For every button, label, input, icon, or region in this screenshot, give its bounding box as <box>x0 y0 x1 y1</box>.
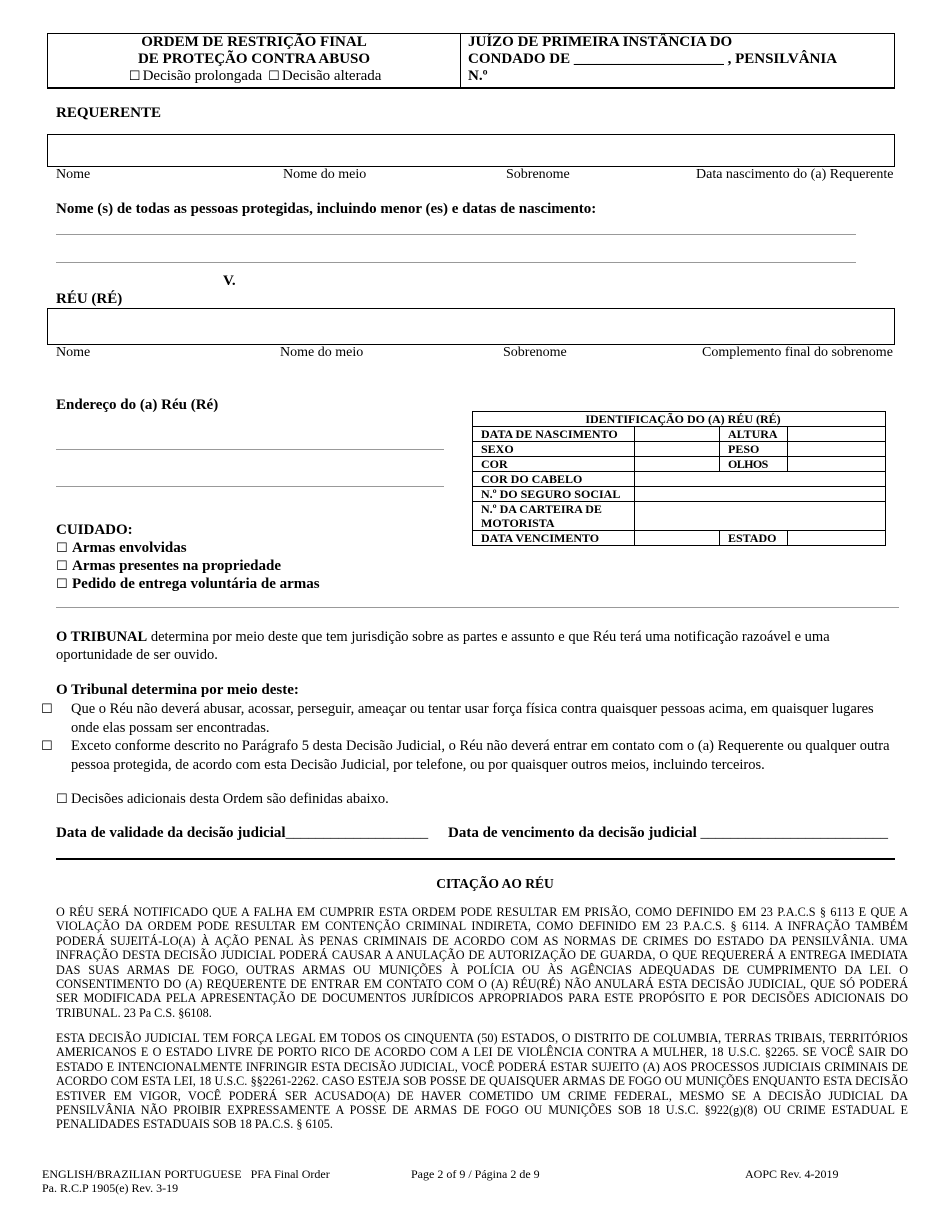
checkbox-alterada[interactable]: ☐ <box>268 69 280 84</box>
license-label <box>473 502 635 531</box>
caution-heading: CUIDADO: <box>56 522 133 538</box>
order-item-3 <box>56 790 886 809</box>
notice-heading: CITAÇÃO AO RÉU <box>436 876 554 891</box>
court-finding-text: determina por meio deste que tem jurisdição sobre as partes e assunto e que Réu terá uma notificação razoável e uma oportunidade de ser ouvido. <box>56 629 830 663</box>
checkbox-order-1[interactable]: ☐ <box>41 702 53 717</box>
effective-date <box>56 825 428 842</box>
defendant-first-name-label: Nome <box>56 345 91 360</box>
expiration-date <box>448 825 888 842</box>
header-bottom-rule <box>47 87 895 89</box>
order-title-1: ORDEM DE RESTRIÇÃO FINAL <box>141 34 367 50</box>
hair-field[interactable] <box>635 472 886 487</box>
order-item-text: Decisões adicionais desta Ordem são definidas abaixo. <box>71 791 389 807</box>
order-item-1 <box>41 700 901 737</box>
race-field[interactable] <box>635 457 720 472</box>
weight-field[interactable] <box>788 442 886 457</box>
defendant-last-name-label: Sobrenome <box>503 345 567 360</box>
ssn-label: N.º DO SEGURO SOCIAL <box>473 487 635 502</box>
section-divider <box>56 607 899 608</box>
checkbox-order-2[interactable]: ☐ <box>41 739 53 754</box>
license-label-2: MOTORISTA <box>481 516 555 530</box>
dob-field[interactable] <box>635 427 720 442</box>
court-finding-lead: O TRIBUNAL <box>56 629 148 645</box>
caution-item-label: Pedido de entrega voluntária de armas <box>72 576 320 592</box>
defendant-middle-name-label: Nome do meio <box>280 345 364 360</box>
option-prolongada-label: Decisão prolongada <box>142 68 263 84</box>
order-item-text: Exceto conforme descrito no Parágrafo 5 desta Decisão Judicial, o Réu não deverá entrar em contato com o (a) Requerente ou qualquer outra pessoa protegida, de acordo com esta Decisão Judicial, por telefone, ou por quaisquer outros meios, incluindo terceiros. <box>71 738 890 773</box>
footer-left <box>42 1167 330 1195</box>
footer-form-name: PFA Final Order <box>250 1167 330 1181</box>
race-label: COR <box>473 457 635 472</box>
effective-date-field[interactable]: ___________________ <box>285 825 429 841</box>
plaintiff-last-name-label: Sobrenome <box>506 167 570 182</box>
defendant-identification-table <box>472 411 886 546</box>
defendant-address-heading: Endereço do (a) Réu (Ré) <box>56 397 219 413</box>
caution-item-weapons-present <box>56 558 281 575</box>
header-divider <box>460 33 461 87</box>
order-item-2 <box>41 737 901 774</box>
eyes-label: OLHOS <box>720 457 788 472</box>
eyes-field[interactable] <box>788 457 886 472</box>
expiration-date-label: Data de vencimento da decisão judicial <box>448 825 697 841</box>
checkbox-voluntary-surrender[interactable]: ☐ <box>56 577 68 592</box>
defendant-address-line-2[interactable] <box>56 486 444 487</box>
sex-label: SEXO <box>473 442 635 457</box>
effective-date-label: Data de validade da decisão judicial <box>56 825 286 841</box>
checkbox-weapons-involved[interactable]: ☐ <box>56 541 68 556</box>
decision-options <box>48 68 460 85</box>
court-line-1: JUÍZO DE PRIMEIRA INSTÂNCIA DO <box>468 34 733 50</box>
caution-item-label: Armas presentes na propriedade <box>72 558 282 574</box>
caution-item-voluntary-surrender <box>56 576 320 593</box>
defendant-heading: RÉU (RÉ) <box>56 291 123 307</box>
checkbox-prolongada[interactable]: ☐ <box>128 69 141 84</box>
order-item-text: Que o Réu não deverá abusar, acossar, perseguir, ameaçar ou tentar usar força física contra quaisquer pessoas acima, em quaisquer lugares onde elas possam ser encontradas. <box>71 701 874 736</box>
plaintiff-first-name-label: Nome <box>56 167 91 182</box>
hair-label: COR DO CABELO <box>473 472 635 487</box>
footer-language: ENGLISH/BRAZILIAN PORTUGUESE <box>42 1167 242 1181</box>
defendant-name-field[interactable] <box>47 308 895 345</box>
court-finding <box>56 628 886 664</box>
defendant-address-line-1[interactable] <box>56 449 444 450</box>
caution-item-label: Armas envolvidas <box>72 540 187 556</box>
orders-heading: O Tribunal determina por meio deste: <box>56 682 299 698</box>
identification-title: IDENTIFICAÇÃO DO (A) RÉU (RÉ) <box>473 412 886 427</box>
court-line-2: CONDADO DE ____________________ , PENSILVÂNIA <box>468 51 838 67</box>
footer-revision: AOPC Rev. 4-2019 <box>745 1167 839 1181</box>
footer-rule: Pa. R.C.P 1905(e) Rev. 3-19 <box>42 1181 179 1195</box>
order-title-2: DE PROTEÇÃO CONTRA ABUSO <box>137 51 371 67</box>
state-field[interactable] <box>788 531 886 546</box>
versus-label: V. <box>223 273 236 289</box>
case-number-label: N.º <box>468 68 488 84</box>
plaintiff-middle-name-label: Nome do meio <box>283 167 367 182</box>
expiration-date-field[interactable]: _________________________ <box>700 825 888 841</box>
ssn-field[interactable] <box>635 487 886 502</box>
height-field[interactable] <box>788 427 886 442</box>
option-alterada-label: Decisão alterada <box>281 68 382 84</box>
notice-paragraph-2: ESTA DECISÃO JUDICIAL TEM FORÇA LEGAL EM TODOS OS CINQUENTA (50) ESTADOS, O DISTRITO DE COLUMBIA, TERRAS TRIBAIS, TERRITÓRIOS AMERICANOS E O ESTADO LIVRE DE PORTO RICO DE ACORDO COM A LEI DE VIOLÊNCIA CONTRA A MULHER, 18 U.S.C. §2265. SE VOCÊ SAIR DO ESTADO E INTENCIONALMENTE INFRINGIR ESTA DECISÃO JUDICIAL, VOCÊ PODERÁ ESTAR SUJEITO (A) AOS PROCESSOS JUDICIAIS CRIMINAIS DE ACORDO COM ESTA LEI, 18 U.S.C. §§2261-2262. CASO ESTEJA SOB POSSE DE QUAISQUER ARMAS DE FOGO OU MUNIÇÕES ENQUANTO ESTA DECISÃO ESTIVER EM VIGOR, VOCÊ PODERÁ SER ACUSADO(A) DE HAVER COMETIDO UM CRIME FEDERAL, MESMO SE A DECISÃO JUDICIAL DA PENSILVÂNIA NÃO PROIBIR EXPRESSAMENTE A POSSE DE ARMAS DE FOGO OU MUNIÇÕES SOB 18 U.S.C. §922(g)(8) OU CRIME ESTADUAL E PENALIDADES ESTADUAIS SOB 18 PA.C.S. § 6105. <box>56 1031 908 1132</box>
protected-persons-line-2[interactable] <box>56 262 856 263</box>
expiration-label: DATA VENCIMENTO <box>473 531 635 546</box>
notice-paragraph-1: O RÉU SERÁ NOTIFICADO QUE A FALHA EM CUMPRIR ESTA ORDEM PODE RESULTAR EM PRISÃO, COMO DEFINIDO EM 23 P.A.C.S § 6113 E QUE A VIOLAÇÃO DA ORDEM PODE RESULTAR EM CONTENÇÃO CRIMINAL INDIRETA, COMO DEFINIDO EM 23 P.A.C.S. § 6114. A INFRAÇÃO TAMBÉM PODERÁ SUJEITÁ-LO(A) À AÇÃO PENAL ÀS PENAS CRIMINAIS DE ACORDO COM AS NORMAS DE CRIMES DO ESTADO DA PENSILVÂNIA. UMA INFRAÇÃO DESTA DECISÃO JUDICIAL PODERÁ CAUSAR A ANULAÇÃO DE AUTORIZAÇÃO DE GUARDA, O QUE REQUERERÁ A ENTREGA IMEDIATA DAS SUAS ARMAS DE FOGO, OUTRAS ARMAS OU MUNIÇÕES À POLÍCIA OU ÀS AGÊNCIAS ADEQUADAS DE CUMPRIMENTO DA LEI. O CONSENTIMENTO DO (A) REQUERENTE DE ENTRAR EM CONTATO COM O (A) RÉU(RÉ) NÃO ANULARÁ ESTA DECISÃO JUDICIAL, QUE SÓ PODERÁ SER MODIFICADA PELA APRESENTAÇÃO DE DOCUMENTOS JURÍDICOS APROPRIADOS PARA ESTE PROPÓSITO E POR DECISÕES ADICIONAIS DO TRIBUNAL. 23 Pa C.S. §6108. <box>56 905 908 1020</box>
dates-rule <box>56 858 895 860</box>
weight-label: PESO <box>720 442 788 457</box>
license-label-1: N.º DA CARTEIRA DE <box>481 502 602 516</box>
footer-page-number: Page 2 of 9 / Página 2 de 9 <box>411 1167 540 1181</box>
checkbox-weapons-present[interactable]: ☐ <box>56 559 68 574</box>
state-label: ESTADO <box>720 531 788 546</box>
height-label: ALTURA <box>720 427 788 442</box>
defendant-suffix-label: Complemento final do sobrenome <box>702 345 893 360</box>
plaintiff-dob-label: Data nascimento do (a) Requerente <box>696 167 894 182</box>
plaintiff-heading: REQUERENTE <box>56 105 162 121</box>
plaintiff-name-field[interactable] <box>47 134 895 167</box>
protected-persons-heading: Nome (s) de todas as pessoas protegidas, incluindo menor (es) e datas de nascimento: <box>56 201 597 217</box>
protected-persons-line-1[interactable] <box>56 234 856 235</box>
dob-label: DATA DE NASCIMENTO <box>473 427 635 442</box>
license-field[interactable] <box>635 502 886 531</box>
checkbox-order-3[interactable]: ☐ <box>56 792 68 807</box>
sex-field[interactable] <box>635 442 720 457</box>
expiration-field[interactable] <box>635 531 720 546</box>
caution-item-weapons-involved <box>56 540 187 557</box>
